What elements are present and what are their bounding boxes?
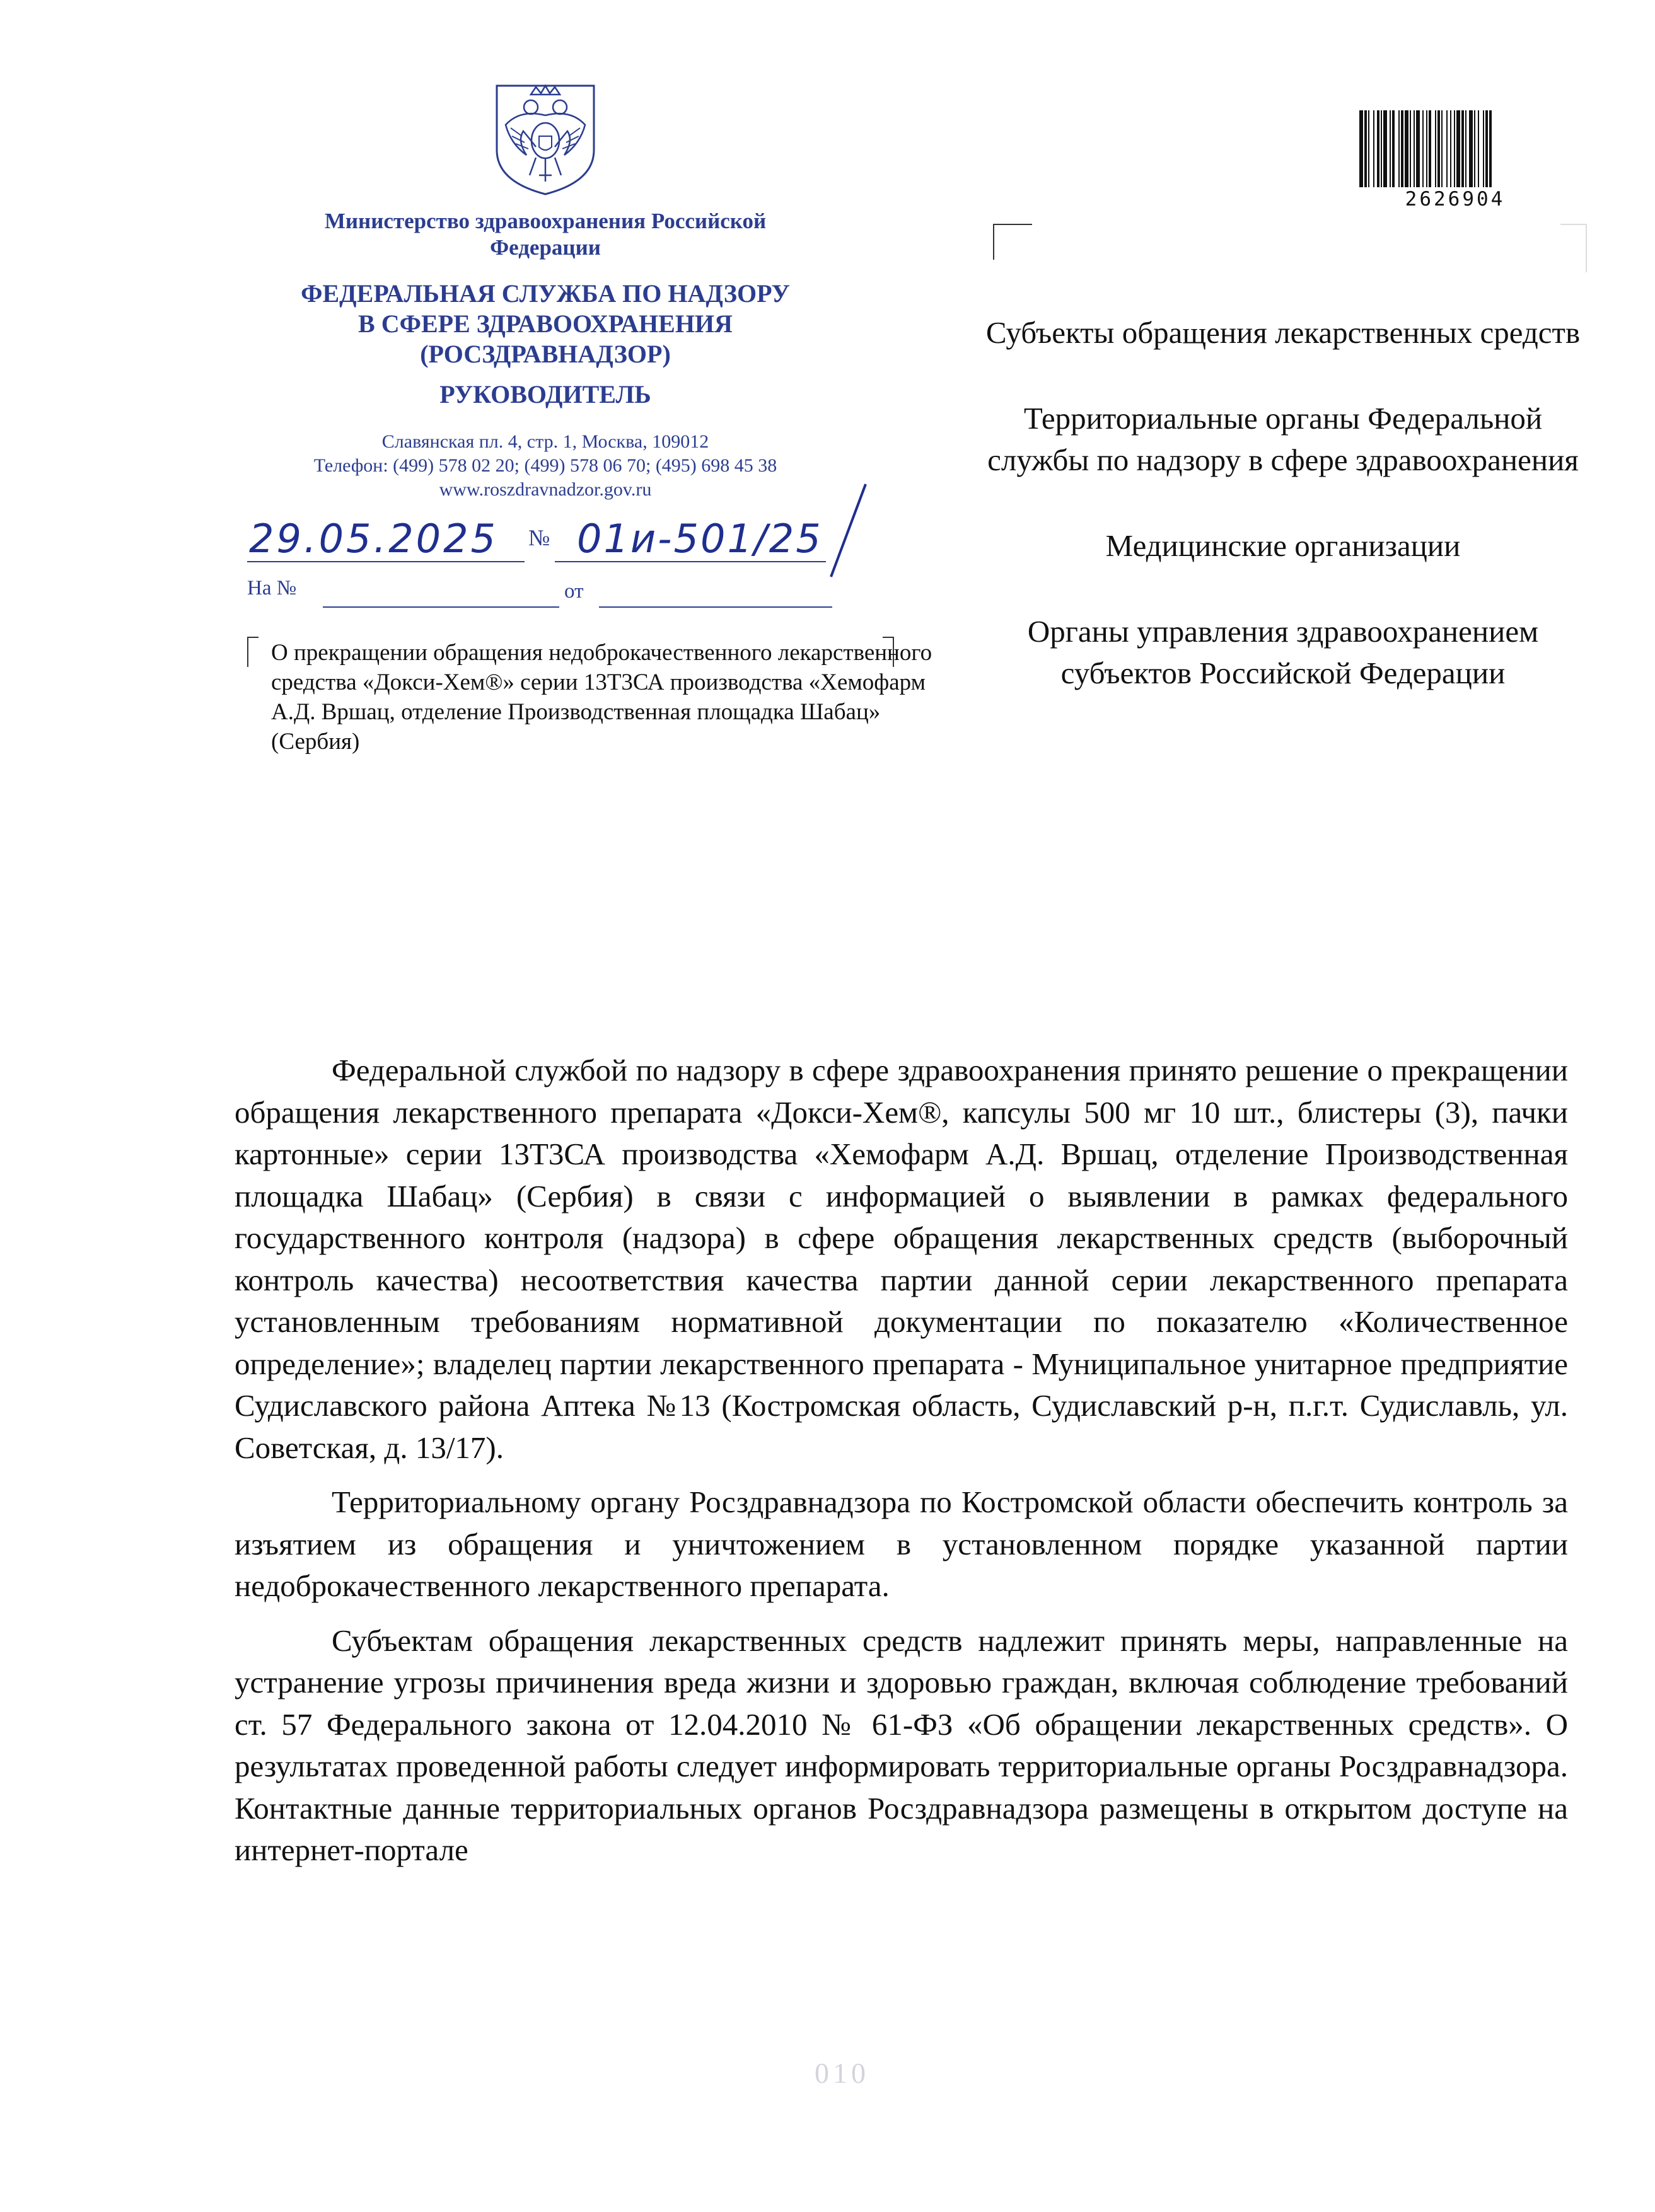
- letter-date: 29.05.2025: [249, 516, 498, 562]
- barcode-number: 2626904: [1405, 188, 1506, 211]
- body-paragraph-3: Субъектам обращения лекарственных средств надлежит принять меры, направленные на устранение угрозы причинения вреда жизни и здоровью граждан, включая соблюдение требований ст. 57 Федерального закона от 12.04.2010 № 61-ФЗ «Об обращении лекарственных средств». О результатах проведенной работы следует информировать территориальные органы Росздравнадзора. Контактные данные территориальных органов Росздравнадзора размещены в открытом доступе на интернет-портале: [235, 1623, 1568, 1867]
- addressee-list: [984, 312, 1582, 738]
- letterhead-head: РУКОВОДИТЕЛЬ: [439, 380, 651, 408]
- handwritten-slash: [806, 479, 881, 580]
- addressee-4: Органы управления здравоохранением субъектов Российской Федерации: [1027, 614, 1539, 690]
- letterhead-address: Славянская пл. 4, стр. 1, Москва, 109012: [381, 431, 709, 452]
- subject-bracket-left: [247, 637, 258, 667]
- number-sign: №: [528, 525, 550, 550]
- number-underline: [555, 561, 826, 562]
- addressee-bracket-left: [993, 224, 1032, 260]
- addressee-1: Субъекты обращения лекарственных средств: [985, 315, 1581, 350]
- service-name-line-3: (РОСЗДРАВНАДЗОР): [420, 340, 671, 368]
- letterhead-phone: Телефон: (499) 578 02 20; (499) 578 06 70; (495) 698 45 38: [313, 455, 777, 476]
- letter-number: 01и-501/25: [577, 516, 823, 562]
- ministry-name: Министерство здравоохранения Российской Федерации: [324, 209, 767, 260]
- coat-of-arms-icon: [492, 81, 599, 197]
- addressee-2: Территориальные органы Федеральной службы по надзору в сфере здравоохранения: [987, 401, 1579, 477]
- barcode-icon: [1357, 110, 1553, 187]
- body-paragraph-2: Территориальному органу Росздравнадзора по Костромской области обеспечить контроль за изъятием из обращения и уничтожением в установленном порядке указанной партии недоброкачественного лекарственного препарата.: [235, 1485, 1568, 1603]
- service-name-line-2: В СФЕРЕ ЗДРАВООХРАНЕНИЯ: [358, 310, 733, 338]
- letter-subject: О прекращении обращения недоброкачественного лекарственного средства «Докси-Хем®» серии 13Т3СА производства «Хемофарм А.Д. Вршац, отделение Производственная площадка Шабац» (Сербия): [271, 640, 932, 755]
- in-reply-date-label: от: [564, 580, 584, 603]
- service-name: [240, 279, 851, 369]
- in-reply-number-label: На №: [247, 577, 297, 599]
- letterhead-website: www.roszdravnadzor.gov.ru: [439, 479, 652, 500]
- addressee-bracket-right: [1560, 224, 1587, 272]
- in-reply-number-line: [323, 606, 559, 608]
- letterhead-contacts: [233, 430, 857, 502]
- page-mark: 010: [815, 2057, 869, 2089]
- body-paragraph-1: Федеральной службой по надзору в сфере здравоохранения принято решение о прекращении обращения лекарственного препарата «Докси-Хем®, капсулы 500 мг 10 шт., блистеры (3), пачки картонные» серии 13Т3СА производства «Хемофарм А.Д. Вршац, отделение Производственная площадка Шабац» (Сербия) в связи с информацией о выявлении в рамках федерального государственного контроля (надзора) в сфере обращения лекарственных средств (выборочный контроль качества) несоответствия качества партии данной серии лекарственного препарата установленным требованиям нормативной документации по показателю «Количественное определение»; владелец партии лекарственного препарата - Муниципальное унитарное предприятие Судиславского района Аптека №13 (Костромская область, Судиславский р-н, п.г.т. Судиславль, ул. Советская, д. 13/17).: [235, 1053, 1568, 1465]
- addressee-3: Медицинские организации: [1105, 528, 1461, 563]
- date-underline: [247, 561, 525, 562]
- letter-body: [235, 1050, 1568, 1884]
- service-name-line-1: ФЕДЕРАЛЬНАЯ СЛУЖБА ПО НАДЗОРУ: [301, 279, 790, 308]
- in-reply-date-line: [599, 606, 832, 608]
